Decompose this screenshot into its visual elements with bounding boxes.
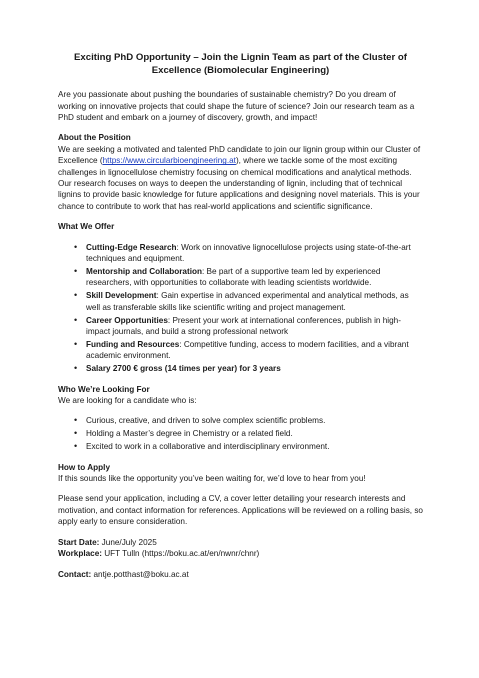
workplace-value: UFT Tulln (https://boku.ac.at/en/nwnr/chnr) (101, 549, 260, 559)
list-item: • Excited to work in a collaborative and interdisciplinary environment. (86, 441, 423, 452)
offer-item-label: Mentorship and Collaboration (86, 266, 202, 276)
start-date-value: June/July 2025 (99, 537, 157, 547)
about-text-start: We are seeking a motivated and talented PhD candidate to join our lignin group within our Cluster of Excellence ( (58, 144, 421, 166)
list-item (86, 266, 423, 289)
list-item (86, 242, 423, 265)
offer-item-label: Funding and Resources (86, 339, 180, 349)
offer-item-label: Cutting-Edge Research (86, 242, 177, 252)
apply-line-2: Please send your application, including a CV, a cover letter detailing your research interests and motivation, and contact information for references. Applications will be reviewed on a rolling basis, so apply early to ensure consideration. (58, 494, 423, 527)
apply-line-1: If this sounds like the opportunity you’ve been waiting for, we’d love to hear from you! (58, 474, 366, 484)
about-text-end: ), where we tackle some of the most exciting challenges in lignocellulose chemistry focusing on chemical modifications and analytical methods. Our research focuses on ways to deepen the understanding of lignin, including that of technical lignins to provide basic knowledge for future applications and designing novel materials. This is your chance to contribute to work that has real-world applications and scientific significance. (58, 156, 420, 211)
offer-list (58, 242, 423, 375)
list-item: • Holding a Master’s degree in Chemistry or a related field. (86, 428, 423, 439)
contact (58, 569, 423, 580)
looking-heading: Who We’re Looking For (58, 384, 150, 394)
list-item (86, 339, 423, 362)
about-paragraph (58, 144, 423, 212)
looking-intro: We are looking for a candidate who is: (58, 396, 197, 406)
offer-item-text: : Gain expertise in advanced experimental and analytical methods, as well as transferable skills like scientific writing and project management. (86, 291, 409, 312)
offer-item-text: : Present your work at international conferences, publish in high-impact journals, and build a strong professional network (86, 315, 401, 336)
list-item: • Curious, creative, and driven to solve complex scientific problems. (86, 415, 423, 426)
start-date (58, 537, 423, 548)
contact-value: antje.potthast@boku.ac.at (91, 569, 189, 579)
offer-item-label: Career Opportunities (86, 315, 168, 325)
intro-paragraph: Are you passionate about pushing the boundaries of sustainable chemistry? Do you dream of working on innovative projects that could shape the future of science? Join our research team as a PhD student and embark on a journey of discovery, growth, and impact! (58, 90, 415, 122)
about-heading: About the Position (58, 133, 131, 143)
workplace (58, 548, 423, 559)
contact-label: Contact: (58, 569, 92, 579)
offer-item-text: : Competitive funding, access to modern facilities, and a vibrant academic environment. (86, 339, 409, 361)
list-item (86, 315, 423, 338)
apply-heading: How to Apply (58, 462, 110, 472)
list-item (86, 290, 423, 313)
workplace-label: Workplace: (58, 549, 102, 559)
cluster-website-link[interactable]: https://www.circularbioengineering.at (102, 156, 236, 166)
looking-list (58, 415, 423, 452)
list-item (86, 363, 423, 374)
offer-item-text: : Work on innovative lignocellulose projects using state-of-the-art techniques and equipment. (86, 242, 411, 264)
salary-label: Salary 2700 € gross (14 times per year) for 3 years (86, 364, 281, 374)
page-title: Exciting PhD Opportunity – Join the Lignin Team as part of the Cluster of Excellence (Biomolecular Engineering) (74, 52, 407, 76)
offer-item-label: Skill Development (86, 291, 157, 301)
offer-heading: What We Offer (58, 222, 115, 232)
start-date-label: Start Date: (58, 537, 100, 547)
offer-item-text: : Be part of a supportive team led by experienced researchers, with opportunities to collaborate with leading scientists worldwide. (86, 266, 381, 288)
